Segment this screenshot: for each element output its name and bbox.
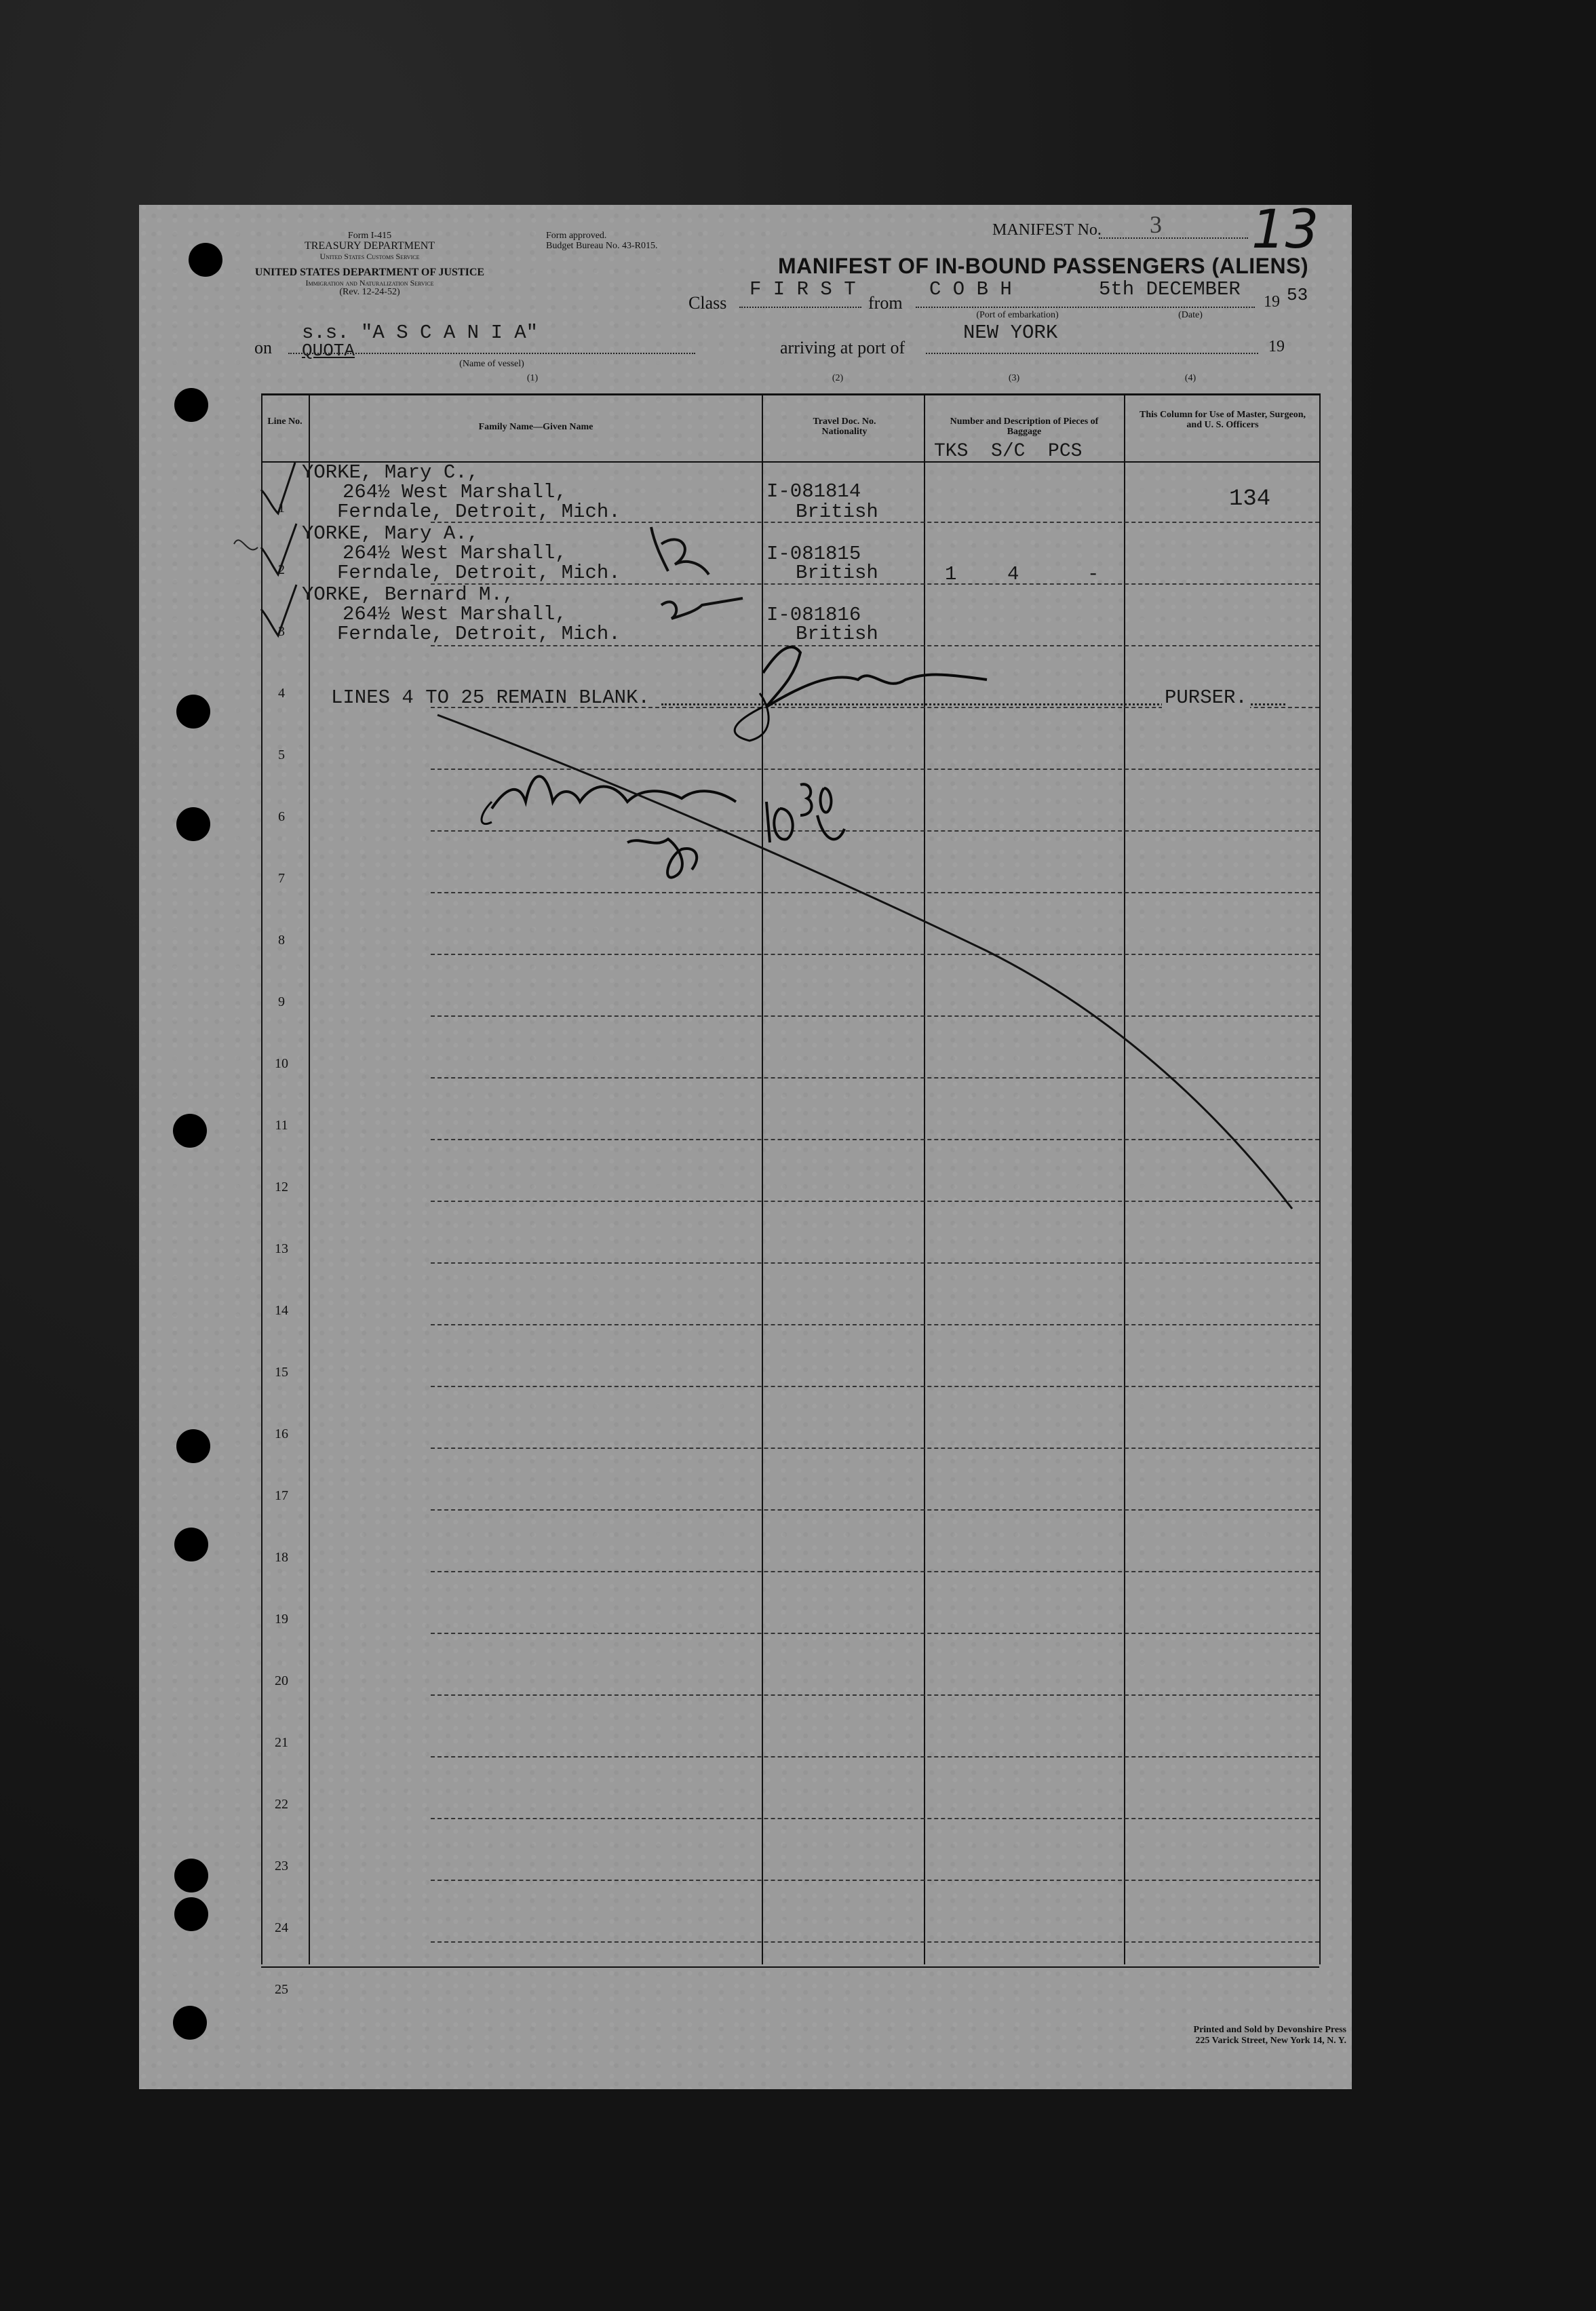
printer-address-line: 225 Varick Street, New York 14, N. Y. [1195, 2036, 1346, 2046]
punch-hole [174, 1897, 208, 1931]
punch-hole [189, 243, 222, 277]
header-name: Family Name—Given Name [478, 422, 593, 432]
arrival-port-line [926, 353, 1258, 354]
punch-hole [176, 1429, 210, 1463]
line-number: 4 [278, 686, 285, 701]
arrival-port: NEW YORK [963, 322, 1058, 344]
baggage-pcs: - [1087, 563, 1099, 585]
line-number: 11 [275, 1118, 288, 1133]
ins-service: Immigration and Naturalization Service [305, 278, 434, 288]
manifest-number-handwritten: 13 [1251, 199, 1319, 260]
line-number: 24 [275, 1920, 288, 1935]
year-prefix: 19 [1264, 293, 1280, 311]
passenger-nationality: British [796, 623, 878, 645]
table-row [261, 1202, 1319, 1264]
line-number: 9 [278, 994, 285, 1009]
line-number: 5 [278, 747, 285, 762]
table-row [261, 832, 1319, 893]
margin-scribble [234, 540, 258, 549]
punch-hole [173, 1114, 207, 1148]
passenger-name: YORKE, Bernard M., [302, 583, 515, 606]
remaining-lines-note: LINES 4 TO 25 REMAIN BLANK. [331, 686, 650, 709]
line-number: 16 [275, 1426, 288, 1441]
table-row [261, 1572, 1319, 1634]
table-row [261, 893, 1319, 955]
port-embarkation-caption: (Port of embarkation) [976, 310, 1059, 320]
table-row [261, 1017, 1319, 1079]
passenger-nationality: British [796, 501, 878, 523]
table-row [261, 1449, 1319, 1511]
table-row [261, 1634, 1319, 1696]
customs-service: United States Customs Service [319, 252, 420, 261]
line-number: 12 [275, 1180, 288, 1195]
printer-credit [1075, 2025, 1346, 2046]
line-number: 3 [278, 624, 285, 639]
passenger-address: 264½ West Marshall, [343, 542, 567, 564]
form-revision: (Rev. 12-24-52) [339, 287, 400, 297]
table-row [261, 1943, 1319, 2004]
line-number: 6 [278, 809, 285, 824]
line-number: 14 [275, 1303, 288, 1318]
printer-credit-line: Printed and Sold by Devonshire Press [1193, 2025, 1346, 2035]
passenger-doc: I-081816 [766, 604, 861, 626]
table-row [261, 1140, 1319, 1202]
budget-bureau: Budget Bureau No. 43-R015. [546, 241, 658, 251]
baggage-sc: 4 [1007, 563, 1019, 585]
baggage-tks: 1 [945, 563, 957, 585]
passenger-doc: I-081815 [766, 543, 861, 565]
table-row [261, 1819, 1319, 1881]
manifest-title: MANIFEST OF IN-BOUND PASSENGERS (ALIENS) [778, 254, 1309, 278]
date-value: 5th DECEMBER [1099, 278, 1241, 300]
treasury-department: TREASURY DEPARTMENT [304, 240, 435, 252]
from-label: from [868, 293, 903, 313]
punch-hole [174, 1859, 208, 1892]
table-row [261, 955, 1319, 1017]
port-date-line [916, 307, 1255, 308]
vessel-line [288, 353, 695, 354]
table-row [261, 1696, 1319, 1757]
class-line [739, 307, 861, 308]
punch-hole [173, 2006, 207, 2040]
table-row [261, 1387, 1319, 1449]
passenger-address: Ferndale, Detroit, Mich. [337, 623, 621, 645]
header-baggage: Number and Description of Pieces of Baggage [950, 416, 1099, 437]
table-row [261, 1325, 1319, 1387]
form-approved: Form approved. [546, 231, 607, 241]
line-number: 25 [275, 1982, 288, 1997]
date-caption: (Date) [1178, 310, 1203, 320]
from-value: C O B H [929, 278, 1012, 300]
table-row [261, 1757, 1319, 1819]
table-row [261, 1264, 1319, 1325]
line-number: 17 [275, 1488, 288, 1503]
baggage-subheader: TKS S/C PCS [934, 441, 1083, 462]
table-row [261, 1079, 1319, 1140]
justice-department: UNITED STATES DEPARTMENT OF JUSTICE [254, 267, 485, 278]
col1-number: (1) [526, 373, 539, 383]
line-number: 2 [278, 562, 285, 577]
table-row [261, 770, 1319, 832]
line-number: 23 [275, 1859, 288, 1873]
line-number: 10 [275, 1056, 288, 1071]
table-row [261, 708, 1319, 770]
officer-note: 134 [1229, 486, 1271, 512]
quota-stamp: QUOTA [302, 341, 355, 361]
passenger-name: YORKE, Mary C., [302, 461, 480, 484]
vessel-name: s.s. "A S C A N I A" [302, 322, 539, 344]
col3-number: (3) [1008, 373, 1020, 383]
passenger-address: 264½ West Marshall, [343, 481, 567, 503]
form-number: Form I-415 [347, 231, 392, 241]
arriving-label: arriving at port of [780, 338, 906, 357]
header-line-no: Line No. [267, 416, 303, 427]
line-number: 8 [278, 933, 285, 948]
class-value: F I R S T [750, 278, 856, 300]
line-number: 22 [275, 1797, 288, 1812]
header-travel-doc: Travel Doc. No. Nationality [813, 416, 876, 437]
purser-signoff: PURSER. [1162, 686, 1250, 709]
passenger-address: Ferndale, Detroit, Mich. [337, 562, 621, 584]
punch-hole [174, 1528, 208, 1561]
line-number: 20 [275, 1673, 288, 1688]
col-divider [1319, 393, 1321, 1964]
line-number: 21 [275, 1735, 288, 1750]
line-number: 7 [278, 871, 285, 886]
table-row [261, 1511, 1319, 1572]
line-number: 18 [275, 1550, 288, 1565]
line-number: 1 [278, 501, 285, 516]
year2-prefix: 19 [1268, 338, 1285, 355]
col2-number: (2) [832, 373, 844, 383]
passenger-address: Ferndale, Detroit, Mich. [337, 501, 621, 523]
on-label: on [254, 338, 272, 357]
line-number: 19 [275, 1612, 288, 1627]
line-number: 13 [275, 1241, 288, 1256]
manifest-number-label: MANIFEST No. [992, 221, 1102, 239]
punch-hole [174, 388, 208, 422]
passenger-address: 264½ West Marshall, [343, 603, 567, 625]
passenger-name: YORKE, Mary A., [302, 522, 480, 545]
manifest-number-line [1099, 237, 1248, 239]
class-label: Class [688, 293, 727, 313]
table-row [261, 1881, 1319, 1943]
col4-number: (4) [1184, 373, 1196, 383]
line-number: 15 [275, 1365, 288, 1380]
vessel-caption: (Name of vessel) [459, 359, 524, 369]
passenger-doc: I-081814 [766, 480, 861, 503]
punch-hole [176, 807, 210, 841]
header-officers: This Column for Use of Master, Surgeon, and U. S. Officers [1139, 410, 1306, 430]
year-suffix: 53 [1287, 285, 1308, 305]
passenger-nationality: British [796, 562, 878, 584]
manifest-number-typed: 3 [1150, 211, 1162, 238]
punch-hole [176, 695, 210, 729]
manifest-page [139, 199, 1352, 2089]
